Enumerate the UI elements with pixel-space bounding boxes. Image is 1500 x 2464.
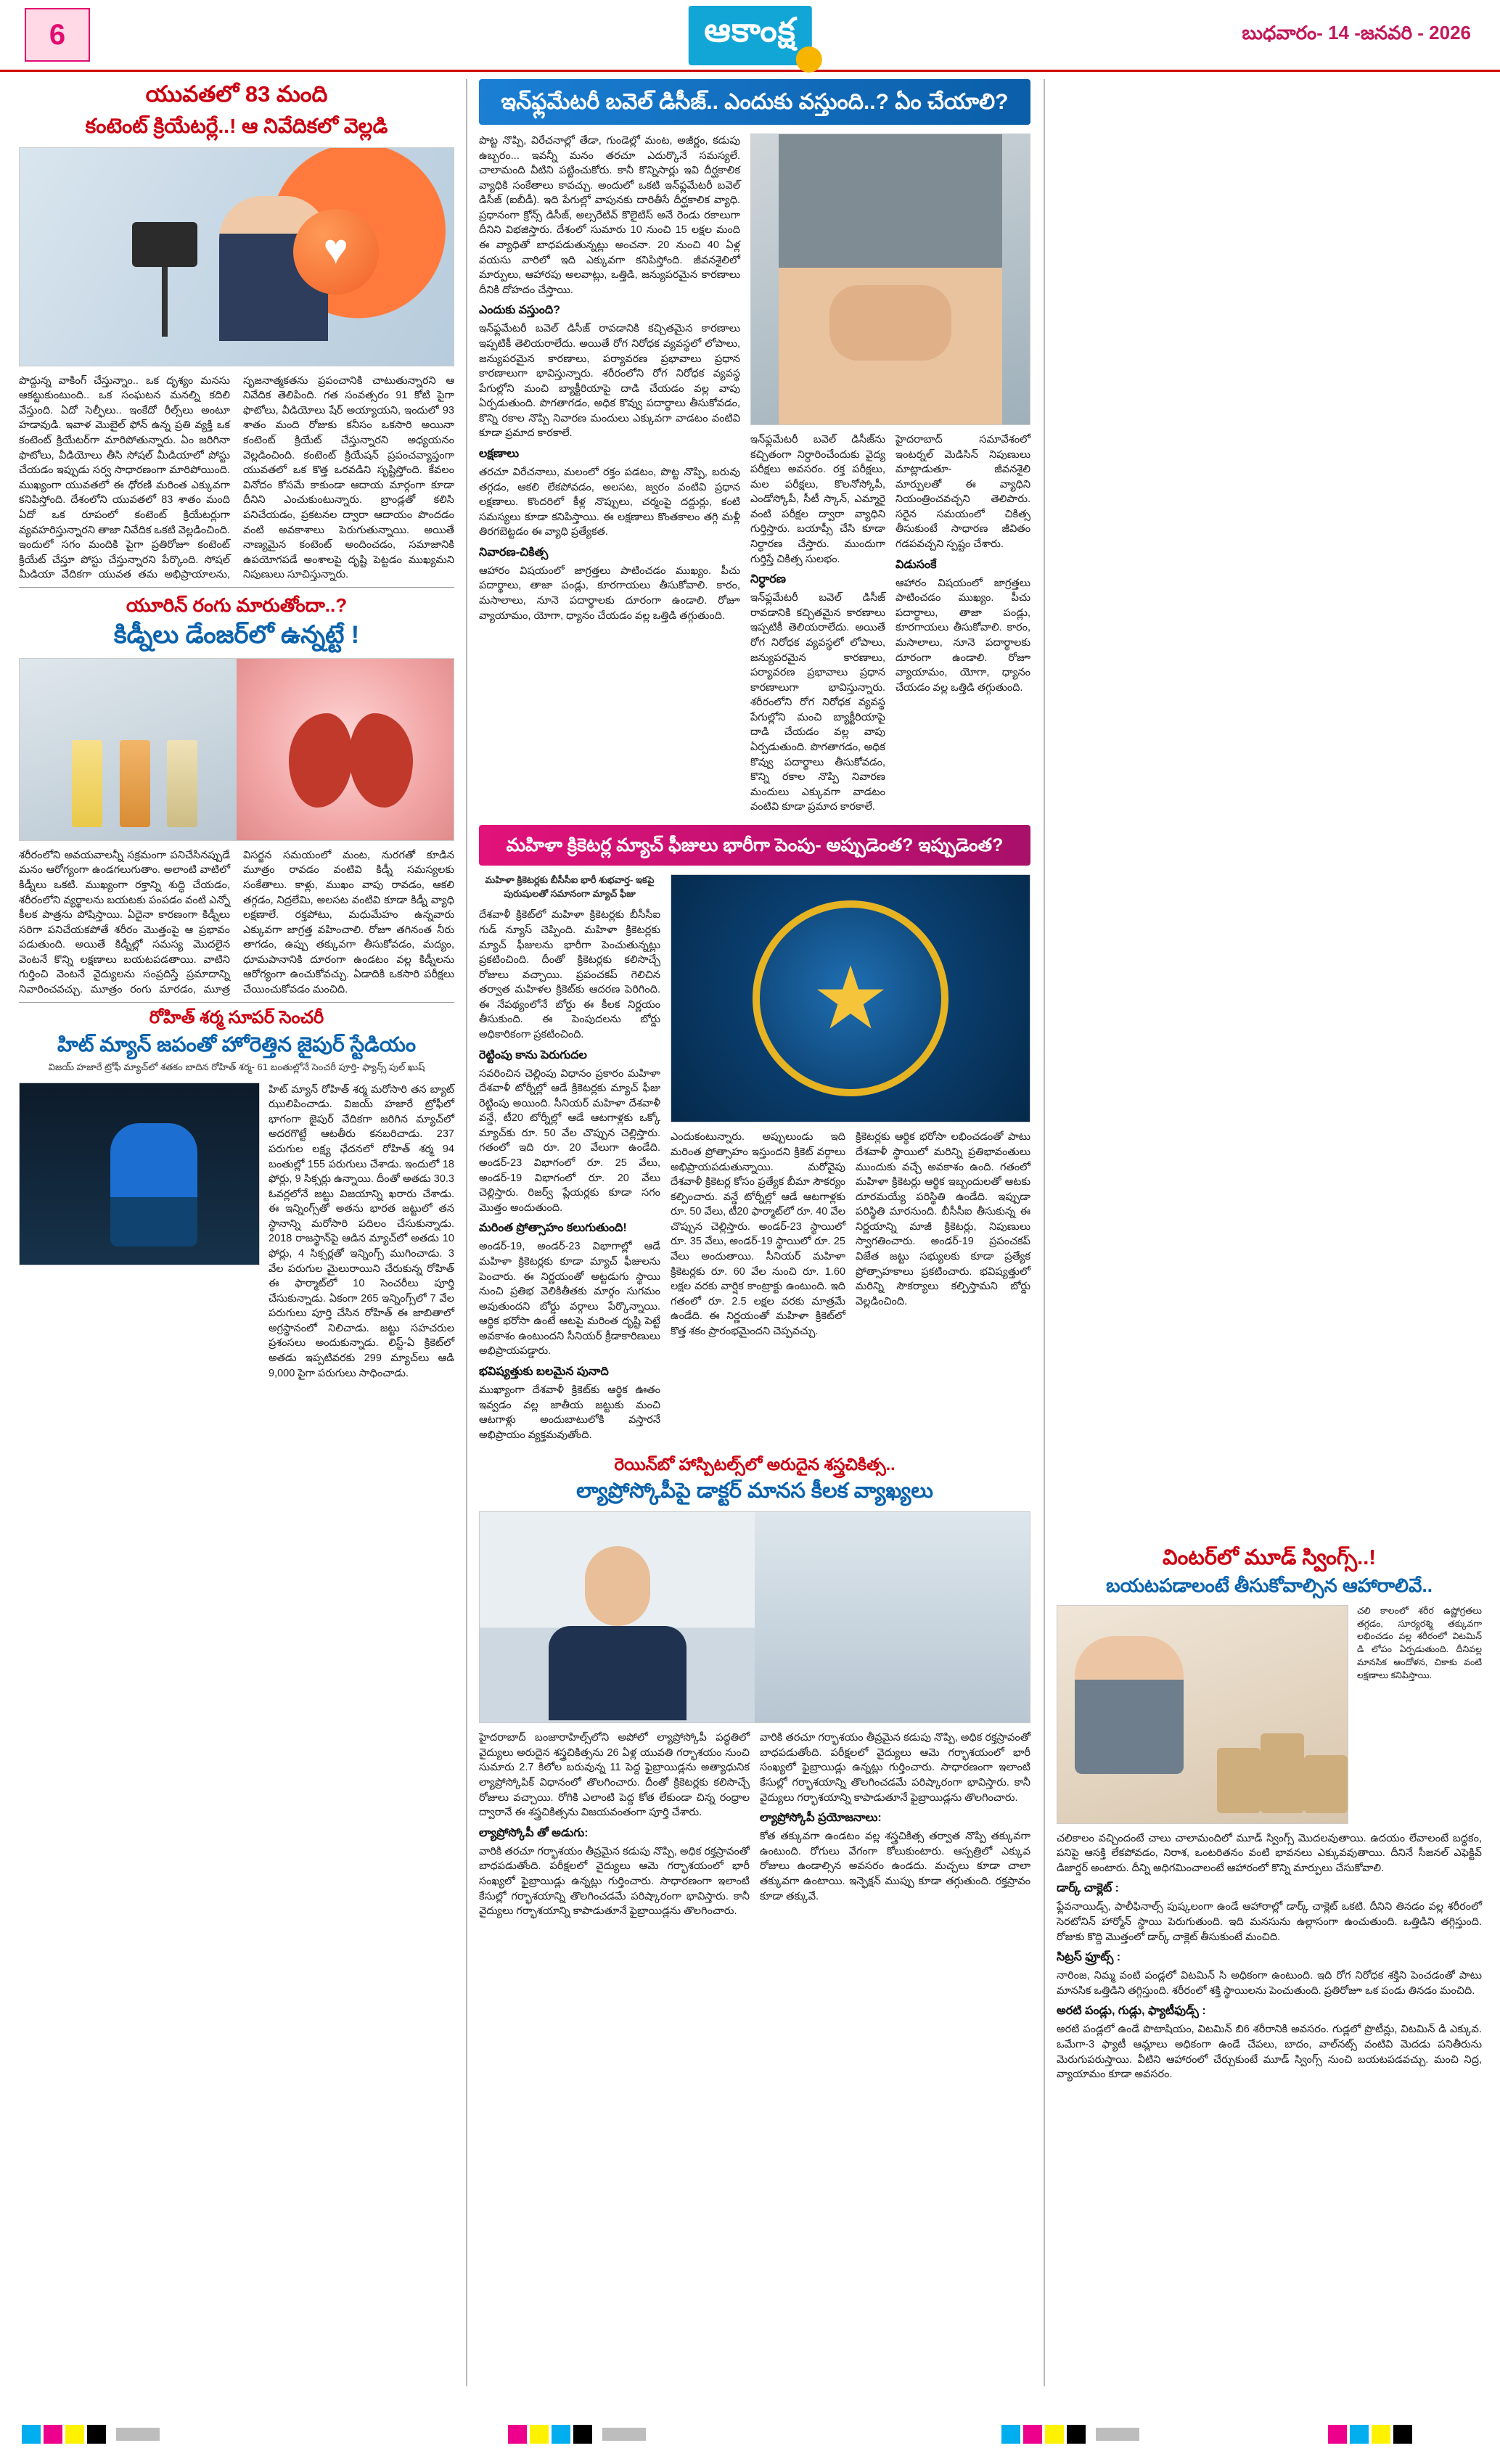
bcci-h3: భవిష్యత్తుకు బలమైన పునాది (479, 1365, 609, 1378)
ibd-prevention-body: ఆహారం విషయంలో జాగ్రత్తలు పాటించడం ముఖ్యం. పీచు పదార్థాలు, తాజా పండ్లు, కూరగాయలు తీసుకోవాలి. కారం, మసాలాలు, నూనె పదార్థాలకు దూరంగా ఉండాలి. రోజూ వ్యాయామం, యోగా, ధ్యానం చేయడం వల్ల ఒత్తిడి తగ్గుతుంది. (479, 564, 740, 622)
urine-sample-photo (20, 659, 237, 840)
article3-headline: హిట్ మ్యాన్ జపంతో హోరెత్తిన జైపుర్ స్టేడియం (57, 1032, 417, 1056)
article-kidney (19, 594, 454, 998)
swatch-black (1393, 2425, 1412, 2444)
lap-p1: హైదరాబాద్ బంజారాహిల్స్‌లోని అపోలో ల్యాప్రోస్కోపీ పద్ధతిలో వైద్యులు అరుదైన శస్త్రచికిత్సను 26 ఏళ్ల యువతి గర్భాశయం నుంచి సుమారు 2.7 కిలోల బరువున్న 11 పెద్ద ఫైబ్రాయిడ్లను అత్యాధునిక ల్యాప్రోస్కోపిక్ విధానంలో తొలగించారు. దీంతో క్రికెటర్లకు కలిసొచ్చే రోజులు వచ్చాయి. రోగికి ఎలాంటి పెద్ద కోత లేకుండా చిన్న రంధ్రాల ద్వారానే ఈ శస్త్రచికిత్సను విజయవంతంగా పూర్తి చేశారు. (479, 1732, 750, 1819)
mood-p4: అరటి పండ్లలో ఉండే పొటాషియం, విటమిన్ బి6 శరీరానికి అవసరం. గుడ్లలో ప్రొటీన్లు, విటమిన్ డి ఎక్కువ. ఒమేగా-3 ఫ్యాటీ ఆమ్లాలు అధికంగా ఉండే చేపలు, బాదం, వాల్‌నట్స్ వంటివి మెదడు పనితీరును మెరుగుపరుస్తాయి. వీటిని ఆహారంలో చేర్చుకుంటే మూడ్ స్వింగ్స్ నుంచి బయటపడవచ్చు. మంచి నిద్ర, వ్యాయామం కూడా అవసరం. (1057, 2024, 1482, 2081)
abdomen-graphic (779, 134, 1001, 424)
swatch-cyan (552, 2425, 570, 2444)
article1-headline-line2: కంటెంట్ క్రియేటర్లే..! ఆ నివేదికలో వెల్లడి (85, 114, 388, 137)
bcci-logo-photo (671, 874, 1030, 1122)
swatch-yellow (1045, 2425, 1064, 2444)
color-bar-group-4 (1328, 2425, 1415, 2444)
article1-body: పొద్దున్న వాకింగ్ చేస్తున్నాం.. ఒక దృశ్యం మనసు ఆకట్టుకుంటుంది.. ఒక సంఘటన మనల్ని కదిలి వేస్తుంది. ఏదో సెల్ఫీలు.. ఇంకేదో రీల్స్‌లు అంటూ హడావుడి. ఇవాళ మొబైల్ ఫోన్ ఉన్న ప్రతి వ్యక్తి ఒక కంటెంట్ క్రియేటర్‌గా మారిపోతున్నారు. ఏం జరిగినా ఫొటోలు, వీడియోలు తీసి సోషల్ మీడియాలో పోస్టు చేయడం ఇప్పుడు సర్వ సాధారణంగా మారిపోయింది. ముఖ్యంగా యువతలో ఈ ధోరణి మరింత ఎక్కువగా కనిపిస్తోంది. దేశంలోని యువతలో 83 శాతం మంది ఏదో ఒక రూపంలో కంటెంట్ క్రియేటర్లుగా వ్యవహరిస్తున్నారని తాజా నివేదిక ఒకటి వెల్లడించింది. ఇందులో సగం మందికి పైగా ప్రతిరోజూ కంటెంట్ క్రియేట్ చేస్తూ పోస్టు చేస్తున్నారని పేర్కొంది. సోషల్ మీడియా వేదికగా యువత తమ అభిప్రాయాలను, సృజనాత్మకతను ప్రపంచానికి చాటుతున్నారని ఆ నివేదిక తెలిపింది. గత సంవత్సరం 91 కోటి పైగా ఫొటోలు, వీడియోలు షేర్ అయ్యాయని, ఇందులో 93 శాతం మంది రోజుకు కనీసం ఒకసారి అయినా కంటెంట్ క్రియేట్ చేస్తున్నారని అధ్యయనం వెల్లడించింది. కంటెంట్ క్రియేషన్ ప్రపంచవ్యాప్తంగా యువతలో ఒక కొత్త ఒరవడిని సృష్టిస్తోంది. కేవలం వినోదం కోసమే కాకుండా ఆదాయ మార్గంగా కూడా దీనిని ఎంచుకుంటున్నారు. బ్రాండ్లతో కలిసి పనిచేయడం, ప్రకటనల ద్వారా ఆదాయం పొందడం వంటి అవకాశాలు పెరుగుతున్నాయి. అయితే నాణ్యమైన కంటెంట్ అందించడం, సమాజానికి ఉపయోగపడే అంశాలపై దృష్టి పెట్టడం ముఖ్యమని నిపుణులు సూచిస్తున్నారు. (19, 374, 454, 581)
mood-p1: చలికాలం వచ్చిందంటే చాలు చాలామందిలో మూడ్ స్వింగ్స్ మొదలవుతాయి. ఉదయం లేవాలంటే బద్ధకం, పనిపై ఆసక్తి లేకపోవడం, నిరాశ, ఒంటరితనం వంటి భావనలు ఎక్కువవుతాయి. దీనినే సీజనల్ ఎఫెక్టివ్ డిజార్డర్ అంటారు. దీన్ని అధిగమించాలంటే ఆహారంలో కొన్ని మార్పులు చేసుకోవాలి. (1057, 1832, 1482, 1874)
heart-icon (293, 209, 379, 295)
star-icon: ★ (811, 950, 890, 1048)
woman-graphic (1075, 1636, 1184, 1774)
sample-tube-3 (167, 740, 197, 827)
masthead (0, 0, 1500, 72)
mood-p2: ఫ్లేవనాయిడ్స్, పాలీఫినాల్స్ పుష్కలంగా ఉండే ఆహారాల్లో డార్క్ చాక్లెట్ ఒకటి. దీనిని తినడం వల్ల శరీరంలో సెరటోనిన్ హార్మోన్ స్థాయి పెరుగుతుంది. ఇది మనసును ఉల్లాసంగా ఉంచుతుంది. ఒత్తిడిని తగ్గిస్తుంది. రోజుకు కొద్ది మొత్తంలో డార్క్ చాక్లెట్ తీసుకుంటే మంచిది. (1057, 1901, 1482, 1943)
logo-text: ఆకాంక్ష (688, 6, 811, 65)
columns-area (0, 72, 1500, 2415)
bcci-p4: ముఖ్యాంగా దేశవాళీ క్రికెట్‌కు ఆర్థిక ఊతం ఇవ్వడం వల్ల జాతీయ జట్టుకు మంచి ఆటగాళ్లు అందుబాటులోకి వస్తారనే అభిప్రాయం వ్యక్తమవుతోంది. (479, 1384, 660, 1441)
kidney-left-graphic (289, 713, 353, 808)
mood-h2: సిట్రస్ ఫ్రూట్స్ : (1057, 1951, 1121, 1964)
left-column (19, 72, 454, 1381)
bcci-p5: ఎందుకంటున్నారు. అప్పులుండు ఇది మరింత ప్రోత్సాహం ఇస్తుందని క్రికెట్ వర్గాలు అభిప్రాయపడుతున్నాయి. మరోవైపు దేశవాళీ క్రికెటర్ల కోసం ప్రత్యేక బీమా సౌకర్యం కల్పించారు. వన్డే టోర్నీల్లో ఆడే ఆటగాళ్లకు రూ. 50 వేలు, టీ20 ఫార్మాట్‌లో రూ. 40 వేల చొప్పున చెల్లిస్తారు. అండర్-23 స్థాయిలో రూ. 35 వేలు, అండర్-19 స్థాయిలో రూ. 25 వేలు అందుతాయి. సీనియర్ మహిళా క్రికెటర్లకు రూ. 60 వేల నుంచి రూ. 1.60 లక్షల వరకు వార్షిక కాంట్రాక్టు ఉంటుంది. ఇది గతంలో రూ. 2.5 లక్షల వరకు మాత్రమే ఉండేది. ఈ నిర్ణయంతో మహిళా క్రికెట్‌లో కొత్త శకం ప్రారంభమైందని చెప్పవచ్చు. (671, 1131, 845, 1337)
food-jar-1 (1217, 1748, 1261, 1813)
camera-graphic (132, 222, 197, 267)
sample-tube-1 (72, 740, 102, 827)
ibd-diagnosis-body: ఇన్‌ఫ్లమేటరీ బవెల్ డిసీజ్ రావడానికి కచ్చితమైన కారణాలు ఇప్పటికీ తెలియరాలేదు. అయితే రోగ నిరోధక వ్యవస్థలో లోపాలు, జన్యుపరమైన కారణాలు, పర్యావరణ ప్రభావాలు ప్రధాన కారణాలుగా భావిస్తున్నారు. శరీరంలోని రోగ నిరోధక వ్యవస్థ పేగుల్లోని మంచి బ్యాక్టీరియాపై దాడి చేయడం వల్ల వాపు ఏర్పడుతుంది. పొగతాగడం, అధిక కొవ్వు పదార్థాలు తీసుకోవడం, కొన్ని రకాల నొప్పి నివారణ మందులు ఎక్కువగా వాడటం వంటివి కూడా ప్రమాద కారకాలే. (750, 592, 885, 813)
swatch-yellow (65, 2425, 84, 2444)
swatch-yellow (530, 2425, 549, 2444)
ibd-why-body: ఇన్‌ఫ్లమేటరీ బవెల్ డిసీజ్ రావడానికి కచ్చితమైన కారణాలు ఇప్పటికీ తెలియరాలేదు. అయితే రోగ నిరోధక వ్యవస్థలో లోపాలు, జన్యుపరమైన కారణాలు, పర్యావరణ ప్రభావాలు ప్రధాన కారణాలుగా భావిస్తున్నారు. శరీరంలోని రోగ నిరోధక వ్యవస్థ పేగుల్లోని మంచి బ్యాక్టీరియాపై దాడి చేయడం వల్ల వాపు ఏర్పడుతుంది. పొగతాగడం, అధిక కొవ్వు పదార్థాలు తీసుకోవడం, కొన్ని రకాల నొప్పి నివారణ మందులు ఎక్కువగా వాడటం వంటివి కూడా ప్రమాద కారకాలే. (479, 323, 740, 440)
ibd-why-heading: ఎందుకు వస్తుంది? (479, 304, 560, 317)
column-divider-2 (1044, 79, 1045, 2386)
article2-headline-line2: కిడ్నీలు డేంజర్‌లో ఉన్నట్టే ! (113, 621, 360, 649)
article2-photo (19, 658, 454, 841)
article3-subline: విజయ్ హజారే ట్రోఫీ మ్యాచ్‌లో శతకం బాదిన రోహిత్ శర్మ- 61 బంతుల్లోనే సెంచరీ పూర్తి- ఫ్యాన్స్ పుల్ ఖుష్ (48, 1061, 425, 1072)
swatch-cyan (1001, 2425, 1020, 2444)
mood-side-note: చలి కాలంలో శరీర ఉష్ణోగ్రతలు తగ్గడం, సూర్యరశ్మి తక్కువగా లభించడం వల్ల శరీరంలో విటమిన్ డి లోపం ఏర్పడుతుంది. దీనివల్ల మానసిక ఆందోళన, చికాకు వంటి లక్షణాలు కనిపిస్తాయి. (1357, 1605, 1482, 1680)
lap-p1-cont: వారికి తరచూ గర్భాశయం తీవ్రమైన కడుపు నొప్పి, అధిక రక్తస్రావంతో బాధపడుతోంది. పరీక్షలలో వైద్యులు ఆమె గర్భాశయంలో భారీ సంఖ్యలో ఫైబ్రాయిడ్లు ఉన్నట్లు గుర్తించారు. సాధారణంగా ఇలాంటి కేసుల్లో గర్భాశయాన్ని తొలగించడమే పరిష్కారంగా భావిస్తారు. కానీ వైద్యులు గర్భాశయాన్ని కాపాడుతూనే ఫైబ్రాయిడ్లను తొలగించారు. (760, 1732, 1030, 1804)
article-content-creators (19, 81, 454, 583)
bcci-p1: దేశవాళీ క్రికెట్‌లో మహిళా క్రికెటర్లకు బీసీసీఐ గుడ్ న్యూస్ చెప్పింది. మహిళా క్రికెటర్లకు మ్యాచ్ ఫీజులను భారీగా పెంచుతున్నట్లు ప్రకటించింది. దీంతో క్రికెటర్లకు కలిసొచ్చే రోజులు వచ్చాయి. ప్రపంచకప్ గెలిచిన తర్వాత మహిళల క్రికెట్‌కు ఆదరణ పెరిగింది. ఈ నేపథ్యంలోనే బోర్డు ఈ కీలక నిర్ణయం తీసుకుంది. ఈ పెంపుదలను బోర్డు అధికారికంగా ప్రకటించింది. (479, 909, 660, 1040)
swatch-black (87, 2425, 106, 2444)
lap-h2: ల్యాప్రోస్కోపీ ప్రయోజనాలు: (760, 1812, 882, 1825)
swatch-black (1067, 2425, 1086, 2444)
swatch-magenta (44, 2425, 62, 2444)
swatch-magenta (1328, 2425, 1347, 2444)
mood-h3: అరటి పండ్లు, గుడ్లు, ఫ్యాటీఫుడ్స్ : (1057, 2005, 1206, 2018)
mood-photo (1057, 1605, 1348, 1824)
article3-body-start: హిట్ మ్యాన్ రోహిత్ శర్మ మరోసారి తన బ్యాట్ ఝులిపించాడు. విజయ్ హజారే ట్రోఫీలో భాగంగా జైపుర్ వేదికగా జరిగిన మ్యాచ్‌లో అదరగొట్టే ఆటతీరు కనబరిచాడు. 237 పరుగుల లక్ష్య ఛేదనలో రోహిత్ శర్మ 94 బంతుల్లో 155 పరుగులు చేశాడు. ఇందులో 18 ఫోర్లు, 9 సిక్సర్లు ఉన్నాయి. దీంతో అతడు 30.3 ఓవర్లలోనే జట్టు విజయాన్ని ఖరారు చేశాడు. ఈ ఇన్నింగ్స్‌తో అతను భారత జట్టులో తన స్థానాన్ని మరోసారి పదిలం చేసుకున్నాడు. 2018 రాజస్థాన్‌పై ఆడిన మ్యాచ్‌లో అతడు 10 ఫోర్లు, 4 సిక్సర్లతో ఇన్నింగ్స్ ముగించాడు. 3 వేల పరుగుల మైలురాయిని చేరుకున్న రోహిత్ ఈ ఫార్మాట్‌లో 10 సెంచరీలు పూర్తి చేసుకున్నాడు. ఏకంగా 265 ఇన్నింగ్స్‌లో 7 వేల పరుగులు పూర్తి చేసిన రోహిత్ ఈ జాబితాలో అగ్రస్థానంలో నిలిచాడు. జట్టు సహచరుల ప్రశంసలు అందుకున్నాడు. లిస్ట్-ఏ క్రికెట్‌లో అతడు ఇప్పటివరకు 299 మ్యాచ్‌లు ఆడి 9,000 పైగా పరుగులు సాధించాడు. (269, 1083, 454, 1379)
registration-tail (1096, 2428, 1139, 2441)
color-bar-group-3 (1001, 2425, 1139, 2444)
right-column (1057, 72, 1482, 2082)
hands-graphic (829, 285, 952, 361)
bcci-p3: అండర్-19, అండర్-23 విభాగాల్లో ఆడే మహిళా క్రికెటర్లకు కూడా మ్యాచ్ ఫీజులను పెంచారు. ఈ నిర్ణయంతో అట్టడుగు స్థాయి నుంచి ప్రతిభ వెలికితీతకు మార్గం సుగమం అవుతుందని బోర్డు వర్గాలు పేర్కొన్నాయి. ఆర్థిక భరోసా ఉంటే ఆటపై మరింత దృష్టి పెట్టే అవకాశం ఉంటుందని సీనియర్ క్రీడాకారిణులు అభిప్రాయపడ్డారు. (479, 1241, 660, 1358)
batsman-graphic (110, 1123, 197, 1247)
bcci-p6: క్రికెటర్లకు ఆర్థిక భరోసా లభించడంతో పాటు దేశవాళీ స్థాయిలో మరిన్ని ప్రతిభావంతులు ముందుకు వచ్చే అవకాశం ఉంది. గతంలో మహిళా క్రికెటర్లు ఆర్థిక ఇబ్బందులతో ఆటకు దూరమయ్యే పరిస్థితి ఉండేది. ఇప్పుడా పరిస్థితి మారనుంది. బీసీసీఐ తీసుకున్న ఈ నిర్ణయాన్ని మాజీ క్రికెటర్లు, నిపుణులు స్వాగతించారు. అండర్-19 ప్రపంచకప్ విజేత జట్టు సభ్యులకు కూడా ప్రత్యేక ప్రోత్సాహకాలు ప్రకటించారు. భవిష్యత్తులో మరిన్ని సౌకర్యాలు కల్పిస్తామని బోర్డు వెల్లడించింది. (856, 1131, 1030, 1307)
center-column (479, 72, 1030, 1919)
ibd-diagnosis-heading: నిర్ధారణ (750, 573, 786, 586)
bcci-p2: సవరించిన చెల్లింపు విధానం ప్రకారం మహిళా దేశవాళీ టోర్నీల్లో ఆడే క్రికెటర్లకు మ్యాచ్ ఫీజు రెట్టింపు అయింది. సీనియర్ మహిళా దేశవాళీ వన్డే, టీ20 టోర్నీల్లో ఆడే ఆటగాళ్లకు ఒక్కో మ్యాచ్‌కు రూ. 50 వేల చొప్పున చెల్లిస్తారు. గతంలో ఇది రూ. 20 వేలుగా ఉండేది. అండర్-23 విభాగంలో రూ. 25 వేలు, అండర్-19 విభాగంలో రూ. 20 వేలు చెల్లిస్తారు. రిజర్వ్ ప్లేయర్లకు కూడా సగం మొత్తం అందుతుంది. (479, 1067, 660, 1214)
ibd-last-body: ఆహారం విషయంలో జాగ్రత్తలు పాటించడం ముఖ్యం. పీచు పదార్థాలు, తాజా పండ్లు, కూరగాయలు తీసుకోవాలి. కారం, మసాలాలు, నూనె పదార్థాలకు దూరంగా ఉండాలి. రోజూ వ్యాయామం, యోగా, ధ్యానం చేయడం వల్ల ఒత్తిడి తగ్గుతుంది. (896, 577, 1030, 694)
article1-headline-line1: యువతలో 83 మంది (145, 81, 328, 107)
column-divider-1 (466, 79, 467, 2386)
article2-headline-line1: యూరిన్ రంగు మారుతోందా..? (126, 594, 348, 616)
dateline: బుధవారం- 14 -జనవరి - 2026 (1242, 22, 1471, 44)
bcci-h2: మరింత ప్రోత్సాహం కలుగుతుంది! (479, 1222, 627, 1235)
operation-theatre-photo (755, 1512, 1030, 1722)
food-jar-2 (1261, 1733, 1304, 1813)
article-rohit-sharma (19, 1007, 454, 1381)
lap-photo (479, 1511, 1030, 1723)
ibd-last-heading: విడుసంకే (896, 558, 937, 571)
color-bar-group-2 (508, 2425, 646, 2444)
ibd-symptoms-heading: లక్షణాలు (479, 447, 520, 460)
sample-tube-2 (120, 740, 150, 827)
lap-h1: ల్యాప్రోస్కోపీ తో అడుగు: (479, 1826, 589, 1839)
right-column-spacer (1057, 72, 1482, 1545)
lap-p3: కోత తక్కువగా ఉండటం వల్ల శస్త్రచికిత్స తర్వాత నొప్పి తక్కువగా ఉంటుంది. రోగులు వేగంగా కోలుకుంటారు. ఆస్పత్రిలో ఎక్కువ రోజులు ఉండాల్సిన అవసరం ఉండదు. మచ్చలు కూడా చాలా తక్కువగా ఉంటాయి. ఇన్ఫెక్షన్ ముప్పు కూడా తగ్గుతుంది. రక్తస్రావం కూడా తక్కువే. (760, 1831, 1030, 1902)
registration-tail (602, 2428, 646, 2441)
mood-p3: నారింజ, నిమ్మ వంటి పండ్లలో విటమిన్ సి అధికంగా ఉంటుంది. ఇది రోగ నిరోధక శక్తిని పెంచడంతో పాటు మానసిక ఒత్తిడిని తగ్గిస్తుంది. శరీరంలో శక్తి స్థాయిలను పెంచుతుంది. ప్రతిరోజూ ఒక పండు తినడం మంచిది. (1057, 1970, 1482, 1997)
bcci-emblem (753, 900, 948, 1096)
mood-headline-line2: బయటపడాలంటే తీసుకోవాల్సిన ఆహారాలివే.. (1106, 1574, 1433, 1597)
swatch-magenta (1023, 2425, 1042, 2444)
doctor-head-graphic (585, 1546, 650, 1626)
article3-kicker: రోహిత్ శర్మ సూపర్ సెంచరీ (149, 1007, 324, 1027)
swatch-black (573, 2425, 592, 2444)
lap-headline-line2: ల్యాప్రోస్కోపీపై డాక్టర్ మానస కీలక వ్యాఖ్యలు (576, 1479, 933, 1503)
doctor-photo (480, 1512, 755, 1722)
mood-h1: డార్క్ చాక్లెట్ : (1057, 1882, 1120, 1895)
ibd-prevention-heading: నివారణ-చికిత్స (479, 546, 549, 559)
bcci-headline: మహిళా క్రికెటర్ల మ్యాచ్ ఫీజులు భారీగా పెంపు- అప్పుడెంత? ఇప్పుడెంత? (479, 825, 1030, 866)
ibd-intro: పొట్ట నొప్పి, విరేచనాల్లో తేడా, గుండెల్లో మంట, అజీర్ణం, కడుపు ఉబ్బరం... ఇవన్నీ మనం తరచూ ఎదుర్కొనే సమస్యలే. చాలామంది వీటిని పట్టించుకోరు. కానీ కొన్నిసార్లు ఇవి దీర్ఘకాలిక వ్యాధికి సంకేతాలు కావచ్చు. అందులో ఒకటి ఇన్‌ఫ్లమేటరీ బవెల్ డిసీజ్ (ఐబీడీ). ఇది పేగుల్లో వాపునకు దారితీసే దీర్ఘకాలిక వ్యాధి. ప్రధానంగా క్రోన్స్ డిసీజ్, అల్సరేటివ్ కొలైటిస్ అనే రెండు రకాలుగా దీనిని విభజిస్తారు. దేశంలో సుమారు 10 నుంచి 15 లక్షల మంది ఈ వ్యాధితో బాధపడుతున్నట్లు అంచనా. 20 నుంచి 40 ఏళ్ల వయసు వారిలో ఇది ఎక్కువగా కనిపిస్తోంది. జీవనశైలిలో మార్పులు, ఆహారపు అలవాట్లు, ఒత్తిడి, జన్యుపరమైన కారణాలు దీనికి దోహదం చేస్తాయి. (479, 135, 740, 296)
logo (688, 6, 811, 65)
swatch-cyan (1350, 2425, 1369, 2444)
ibd-symptoms-body: తరచూ విరేచనాలు, మలంలో రక్తం పడటం, పొట్ట నొప్పి, బరువు తగ్గడం, ఆకలి లేకపోవడం, అలసట, జ్వరం వంటివి ప్రధాన లక్షణాలు. కొందరిలో కీళ్ల నొప్పులు, చర్మంపై దద్దుర్లు, కంటి సమస్యలు కూడా కనిపిస్తాయి. ఈ లక్షణాలు కొంతకాలం తగ్గి మళ్లీ తిరగబెట్టడం ఈ వ్యాధి ప్రత్యేకత. (479, 466, 740, 538)
article3-photo (19, 1083, 260, 1265)
registration-color-bars (0, 2425, 1500, 2454)
bcci-subhead: మహిళా క్రికెటర్లకు బీసీసీఐ భారీ శుభవార్త- ఇకపై పురుషులతో సమానంగా మ్యాచ్ ఫీజు (485, 874, 655, 900)
swatch-magenta (508, 2425, 527, 2444)
doctor-suit-graphic (549, 1626, 687, 1720)
kidney-photo (237, 659, 454, 840)
bcci-h1: రెట్టింపు కాను పెరుగుదల (479, 1048, 587, 1061)
swatch-cyan (22, 2425, 41, 2444)
article2-body: శరీరంలోని అవయవాలన్నీ సక్రమంగా పనిచేసినప్పుడే మనం ఆరోగ్యంగా ఉండగలుగుతాం. అలాంటి వాటిలో కిడ్నీలు ఒకటి. ముఖ్యంగా రక్తాన్ని శుద్ధి చేయడం, శరీరంలోని వ్యర్థాలను బయటకు పంపడం వంటి ఎన్నో కీలక పాత్రను పోషిస్తాయి. ఏదైనా కారణంగా కిడ్నీలు సరిగా పనిచేయకపోతే శరీరం మొత్తంపై ఆ ప్రభావం పడుతుంది. అయితే కిడ్నీల్లో సమస్య మొదలైన వెంటనే కొన్ని లక్షణాలు బయటపడతాయి. వాటిని గుర్తించి వెంటనే వైద్యులను సంప్రదిస్తే ప్రమాదాన్ని నివారించవచ్చు. మూత్రం రంగు మారడం, మూత్ర విసర్జన సమయంలో మంట, నురగతో కూడిన మూత్రం రావడం వంటివి కిడ్నీ సమస్యలకు సంకేతాలు. కాళ్లు, ముఖం వాపు రావడం, ఆకలి తగ్గడం, నిద్రలేమి, అలసట వంటివి కూడా కిడ్నీ వ్యాధి లక్షణాలే. రక్తపోటు, మధుమేహం ఉన్నవారు ఎక్కువగా జాగ్రత్త వహించాలి. రోజూ తగినంత నీరు తాగడం, ఉప్పు తక్కువగా తీసుకోవడం, మద్యం, ధూమపానానికి దూరంగా ఉండటం వల్ల కిడ్నీలను ఆరోగ్యంగా ఉంచుకోవచ్చు. ఏడాదికి ఒకసారి పరీక్షలు చేయించుకోవడం మంచిది. (19, 849, 454, 996)
lap-p2: వారికి తరచూ గర్భాశయం తీవ్రమైన కడుపు నొప్పి, అధిక రక్తస్రావంతో బాధపడుతోంది. పరీక్షలలో వైద్యులు ఆమె గర్భాశయంలో భారీ సంఖ్యలో ఫైబ్రాయిడ్లు ఉన్నట్లు గుర్తించారు. సాధారణంగా ఇలాంటి కేసుల్లో గర్భాశయాన్ని తొలగించడమే పరిష్కారంగా భావిస్తారు. కానీ వైద్యులు గర్భాశయాన్ని కాపాడుతూనే ఫైబ్రాయిడ్లను తొలగించారు. (479, 1845, 750, 1918)
article-laparoscopy (479, 1454, 1030, 1918)
article-mood-swings (1057, 1545, 1482, 2082)
page-number: 6 (25, 8, 90, 62)
mood-headline-line1: వింటర్‌లో మూడ్ స్వింగ్స్..! (1163, 1546, 1376, 1569)
color-bar-group-1 (22, 2425, 160, 2444)
kidney-right-graphic (349, 713, 413, 808)
article1-photo (19, 147, 454, 366)
ibd-headline: ఇన్‌ఫ్లమేటరీ బవెల్ డిసీజ్.. ఎందుకు వస్తుంది..? ఏం చేయాలి? (479, 79, 1030, 125)
lap-headline-line1: రెయిన్‌బో హాస్పిటల్స్‌లో అరుదైన శస్త్రచికిత్స.. (614, 1455, 896, 1474)
registration-tail (116, 2428, 160, 2441)
food-jar-3 (1304, 1755, 1348, 1813)
ibd-col2-body: ఇన్‌ఫ్లమేటరీ బవెల్ డిసీజ్‌ను కచ్చితంగా నిర్ధారించేందుకు వైద్య పరీక్షలు అవసరం. రక్త పరీక్షలు, మల పరీక్షలు, కొలనోస్కోపీ, ఎండోస్కోపీ, సీటీ స్కాన్, ఎమ్మారై వంటి పరీక్షల ద్వారా వ్యాధిని గుర్తిస్తారు. బయాప్సీ చేసి కూడా నిర్ధారణ చేస్తారు. ముందుగా గుర్తిస్తే చికిత్స సులభం. (750, 434, 885, 565)
swatch-yellow (1372, 2425, 1390, 2444)
ibd-photo (750, 134, 1030, 425)
ibd-col3-body: హైదరాబాద్ సమావేశంలో ఇంటర్నల్ మెడిసిన్ నిపుణులు మాట్లాడుతూ- జీవనశైలి మార్పులతో ఈ వ్యాధిని నియంత్రించవచ్చని తెలిపారు. సరైన సమయంలో చికిత్స తీసుకుంటే సాధారణ జీవితం గడపవచ్చని స్పష్టం చేశారు. (896, 434, 1030, 551)
